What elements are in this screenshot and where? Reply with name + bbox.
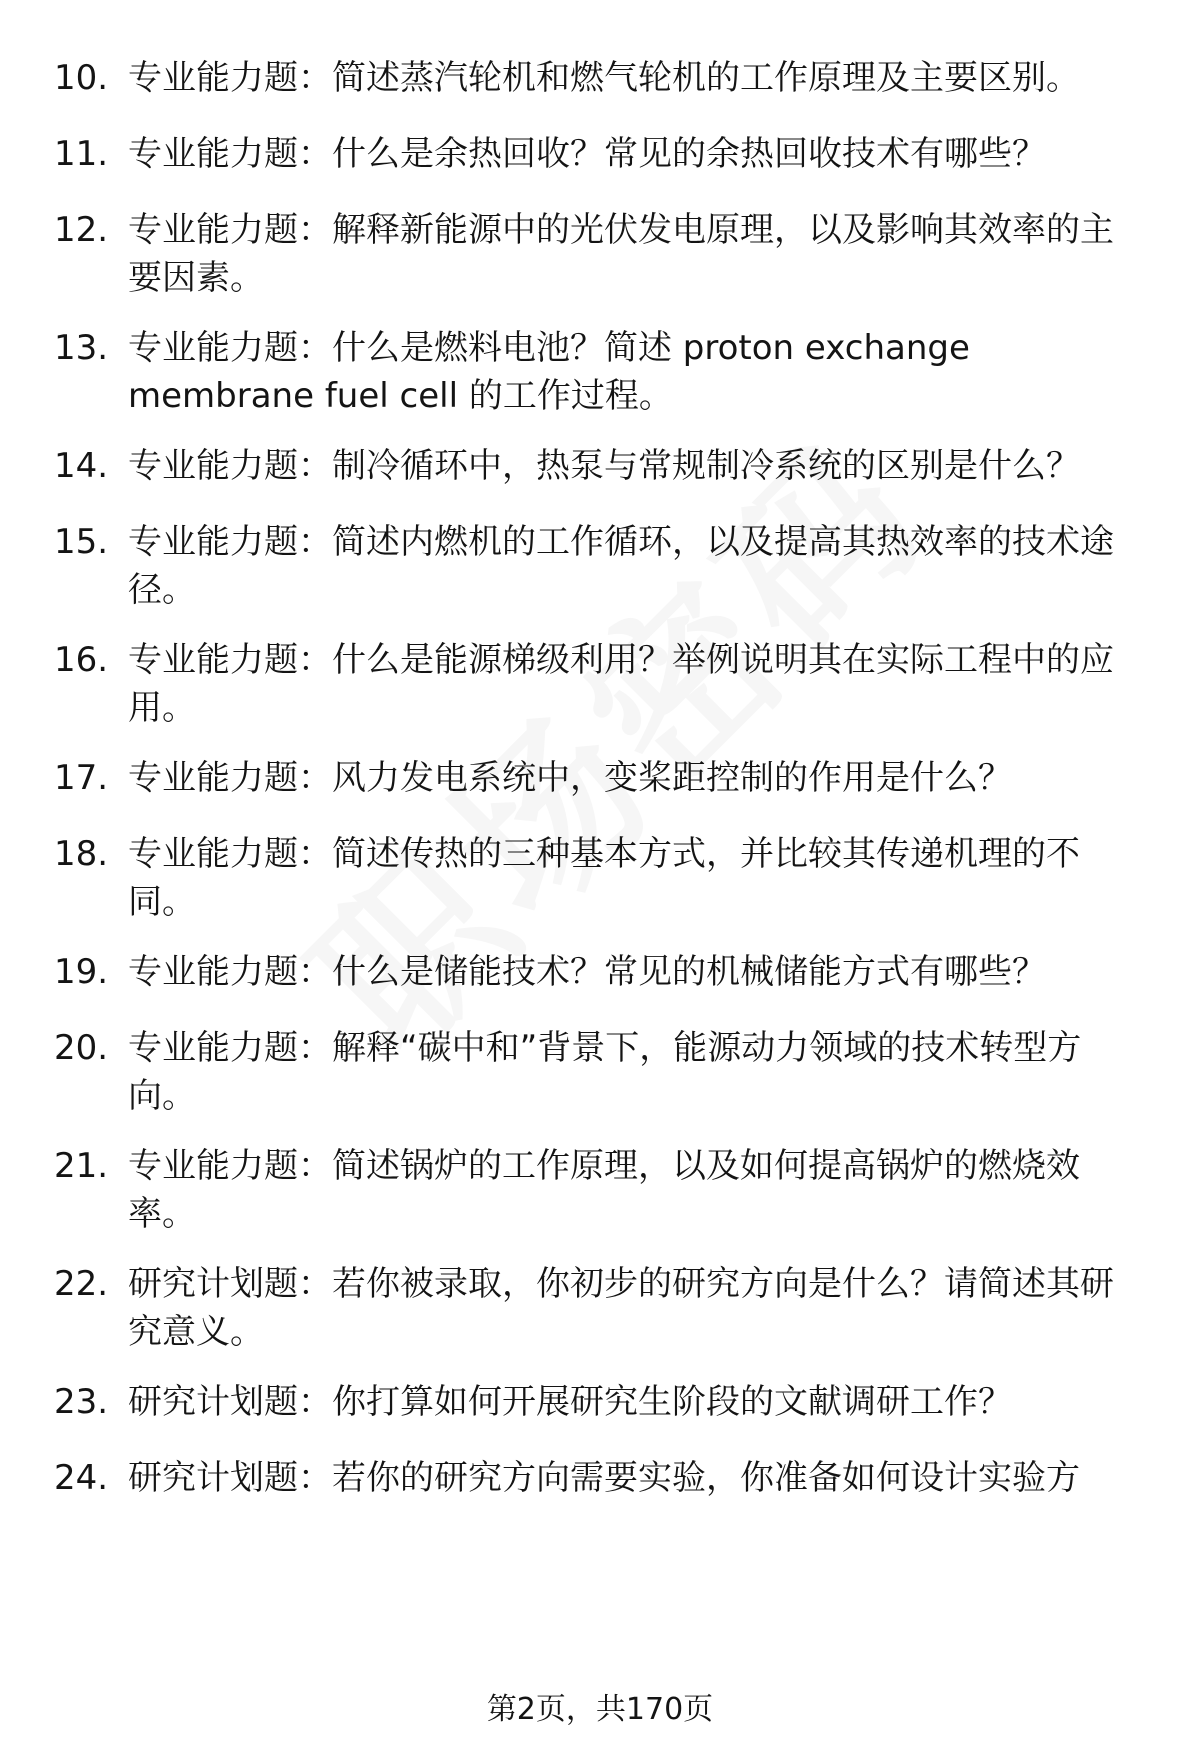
question-number: 11.	[54, 134, 109, 174]
question-text: 研究计划题：若你的研究方向需要实验，你准备如何设计实验方	[128, 1458, 1080, 1498]
question-text: 专业能力题：简述锅炉的工作原理，以及如何提高锅炉的燃烧效率。	[128, 1146, 1080, 1234]
question-number: 17.	[54, 758, 109, 798]
question-text: 专业能力题：什么是燃料电池？简述 proton exchange membrane fuel cell 的工作过程。	[128, 328, 970, 416]
question-text: 专业能力题：解释“碳中和”背景下，能源动力领域的技术转型方向。	[128, 1028, 1082, 1116]
question-number: 24.	[54, 1458, 109, 1498]
question-number: 21.	[54, 1146, 109, 1186]
page-footer: 第2页，共170页	[486, 1692, 714, 1727]
question-number: 20.	[54, 1028, 109, 1068]
question-number: 19.	[54, 952, 109, 992]
question-text: 专业能力题：简述传热的三种基本方式，并比较其传递机理的不同。	[128, 834, 1080, 922]
question-text: 专业能力题：什么是余热回收？常见的余热回收技术有哪些？	[128, 134, 1046, 174]
question-text: 专业能力题：简述蒸汽轮机和燃气轮机的工作原理及主要区别。	[128, 58, 1080, 98]
question-number: 18.	[54, 834, 109, 874]
question-text: 专业能力题：什么是储能技术？常见的机械储能方式有哪些？	[128, 952, 1046, 992]
question-number: 10.	[54, 58, 109, 98]
question-number: 15.	[54, 522, 109, 562]
question-text: 研究计划题：若你被录取，你初步的研究方向是什么？请简述其研究意义。	[128, 1264, 1114, 1352]
question-number: 22.	[54, 1264, 109, 1304]
question-number: 12.	[54, 210, 109, 250]
question-text: 专业能力题：风力发电系统中，变桨距控制的作用是什么？	[128, 758, 1012, 798]
question-text: 专业能力题：简述内燃机的工作循环，以及提高其热效率的技术途径。	[128, 522, 1114, 610]
question-number: 23.	[54, 1382, 109, 1422]
question-number: 14.	[54, 446, 109, 486]
question-number: 13.	[54, 328, 109, 368]
question-number: 16.	[54, 640, 109, 680]
question-text: 研究计划题：你打算如何开展研究生阶段的文献调研工作？	[128, 1382, 1012, 1422]
question-text: 专业能力题：什么是能源梯级利用？举例说明其在实际工程中的应用。	[128, 640, 1114, 728]
question-text: 专业能力题：制冷循环中，热泵与常规制冷系统的区别是什么？	[128, 446, 1080, 486]
question-text: 专业能力题：解释新能源中的光伏发电原理，以及影响其效率的主要因素。	[128, 210, 1114, 298]
